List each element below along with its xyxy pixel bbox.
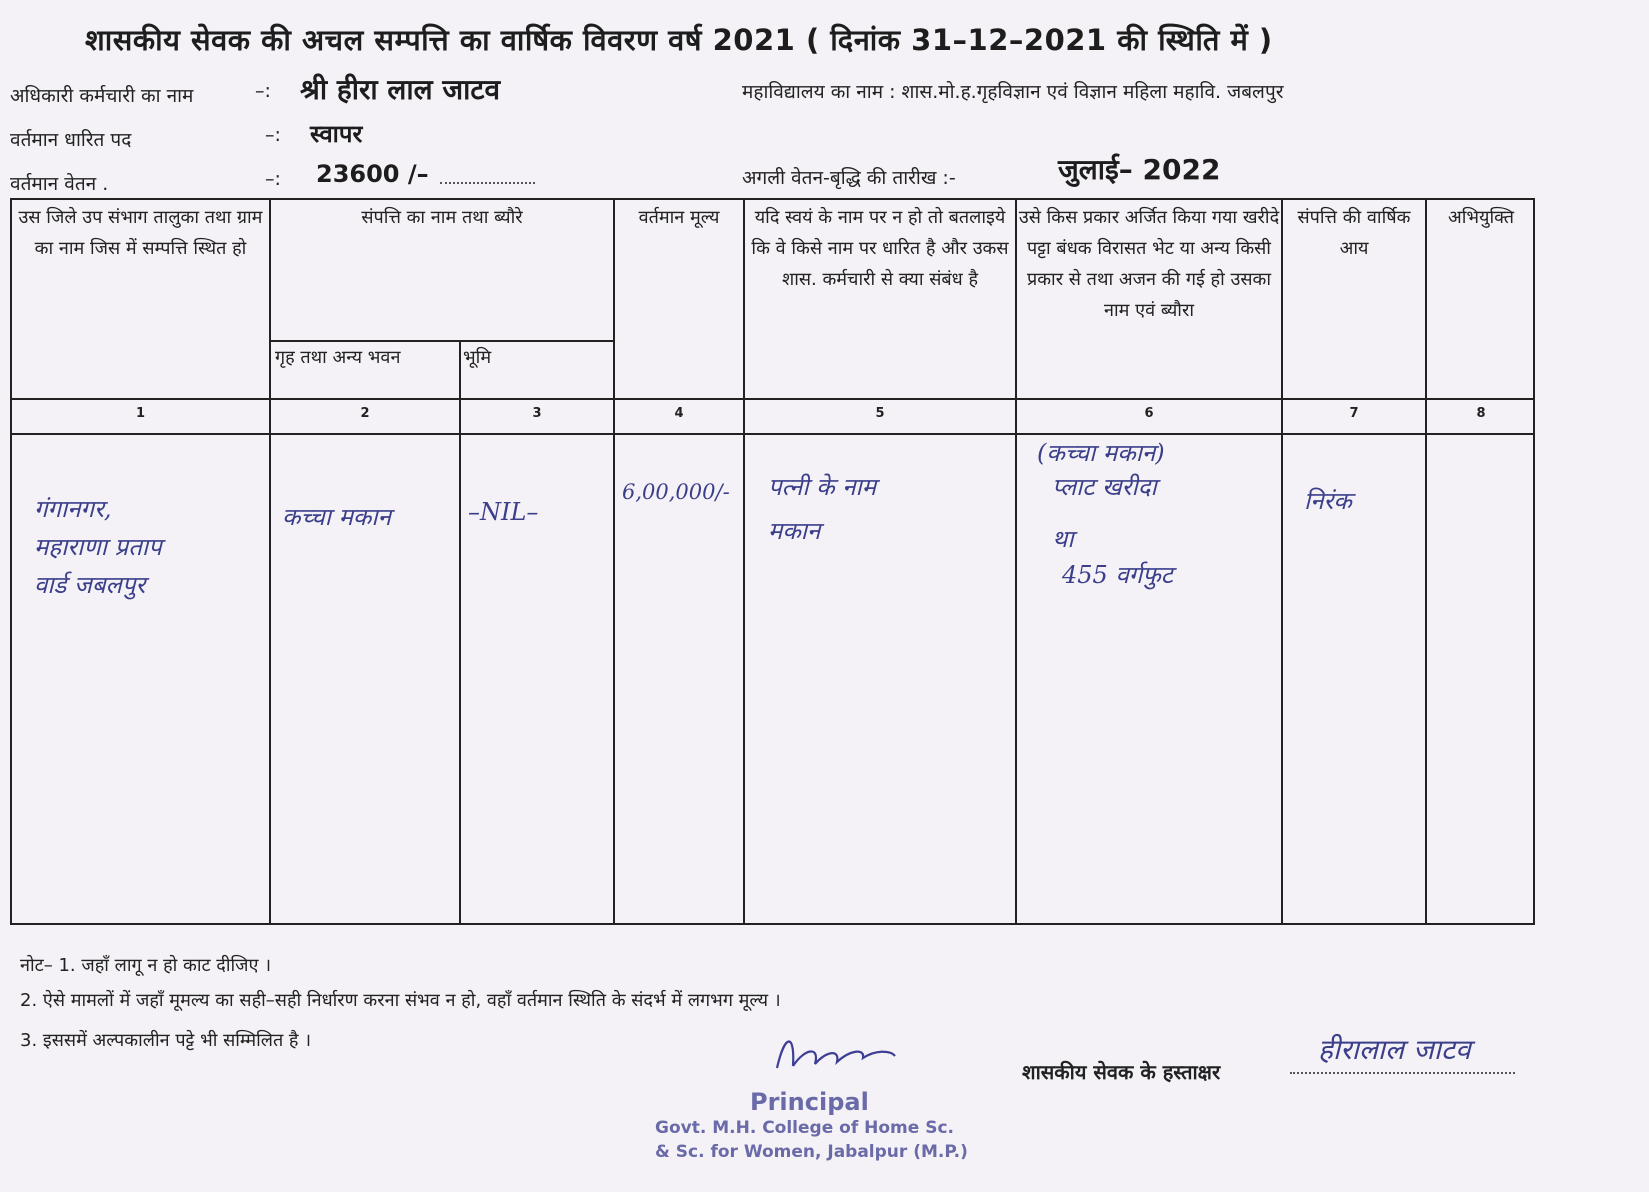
header-current-value: वर्तमान मूल्य	[638, 207, 720, 228]
officer-name-label: अधिकारी कर्मचारी का नाम	[10, 85, 194, 107]
salary-value: 23600 /–	[316, 160, 429, 188]
acquisition-line: प्लाट खरीदा	[1052, 473, 1157, 501]
post-label: वर्तमान धारित पद	[10, 129, 132, 151]
salary-dotted-line	[440, 164, 535, 184]
header-owner-relation: यदि स्वयं के नाम पर न हो तो बतलाइये कि वे किसे नाम पर धारित है और उकस शास. कर्मचारी से क्या संबंध है	[751, 207, 1009, 290]
column-number: 4	[674, 406, 684, 421]
signature-label: शासकीय सेवक के हस्ताक्षर	[1022, 1060, 1221, 1084]
stamp-title: Principal	[750, 1088, 869, 1116]
column-number: 1	[135, 406, 146, 421]
separator: –:	[255, 80, 271, 102]
acquisition-line: (कच्चा मकान)	[1037, 439, 1165, 467]
column-number: 5	[875, 406, 885, 421]
column-divider	[1425, 200, 1427, 923]
acquisition-line: 455 वर्गफुट	[1062, 561, 1173, 589]
column-divider	[459, 340, 461, 923]
note-3: 3. इससमें अल्पकालीन पट्टे भी सम्मिलित है ।	[20, 1030, 312, 1051]
column-number: 8	[1476, 406, 1486, 421]
header-land: भूमि	[463, 347, 492, 368]
increment-date: जुलाई– 2022	[1058, 153, 1221, 186]
column-number: 7	[1349, 406, 1359, 421]
header-property-details: संपत्ति का नाम तथा ब्यौरे	[361, 207, 523, 228]
column-number: 2	[360, 406, 370, 421]
separator: –:	[265, 168, 281, 190]
owner-line: मकान	[768, 517, 821, 545]
employee-signature: हीरालाल जाटव	[1318, 1033, 1471, 1066]
column-divider	[1281, 200, 1283, 923]
header-remarks: अभियुक्ति	[1447, 207, 1515, 228]
officer-name: श्री हीरा लाल जाटव	[300, 73, 501, 106]
post-value: स्वापर	[310, 120, 363, 148]
value-entry: 6,00,000/-	[622, 480, 730, 504]
header-annual-income: संपत्ति की वार्षिक आय	[1297, 207, 1411, 259]
separator: –:	[265, 124, 281, 146]
column-number: 3	[532, 406, 542, 421]
column-divider	[269, 200, 271, 923]
college-name-label: महाविद्यालय का नाम : शास.मो.ह.गृहविज्ञान एवं विज्ञान महिला महावि. जबलपुर	[742, 81, 1284, 103]
column-number: 6	[1144, 406, 1154, 421]
column-divider	[613, 200, 615, 923]
building-entry: कच्चा मकान	[282, 503, 391, 531]
acquisition-line: था	[1052, 525, 1074, 553]
stamp-line: Govt. M.H. College of Home Sc.	[655, 1118, 954, 1138]
principal-signature	[765, 1028, 915, 1078]
property-table	[10, 198, 1535, 925]
note-2: 2. ऐसे मामलों में जहाँ मूमल्य का सही–सही निर्धारण करना संभव न हो, वहाँ वर्तमान स्थिति के संदर्भ में लगभग मूल्य ।	[20, 990, 781, 1011]
location-line: महाराणा प्रताप	[34, 533, 162, 561]
location-line: वार्ड जबलपुर	[34, 571, 146, 599]
stamp-line: & Sc. for Women, Jabalpur (M.P.)	[655, 1142, 968, 1162]
note-1: नोट– 1. जहाँ लागू न हो काट दीजिए ।	[20, 955, 272, 976]
salary-label: वर्तमान वेतन .	[10, 173, 109, 195]
row-divider	[12, 398, 1533, 400]
owner-line: पत्नी के नाम	[768, 473, 877, 501]
form-title: शासकीय सेवक की अचल सम्पत्ति का वार्षिक विवरण वर्ष 2021 ( दिनांक 31–12–2021 की स्थिति में )	[85, 23, 1273, 57]
location-line: गंगानगर,	[34, 495, 112, 523]
income-entry: निरंक	[1304, 487, 1352, 515]
column-divider	[743, 200, 745, 923]
land-entry: –NIL–	[468, 498, 539, 526]
row-divider	[12, 433, 1533, 435]
header-buildings: गृह तथा अन्य भवन	[275, 347, 401, 368]
header-location: उस जिले उप संभाग तालुका तथा ग्राम का नाम जिस में सम्पत्ति स्थित हो	[18, 207, 263, 259]
header-acquisition: उसे किस प्रकार अर्जित किया गया खरीदे पट्टा बंधक विरासत भेट या अन्य किसी प्रकार से तथा अजन की गई हो उसका नाम एवं ब्यौरा	[1018, 207, 1280, 321]
increment-label: अगली वेतन-बृद्धि की तारीख :-	[742, 167, 956, 189]
